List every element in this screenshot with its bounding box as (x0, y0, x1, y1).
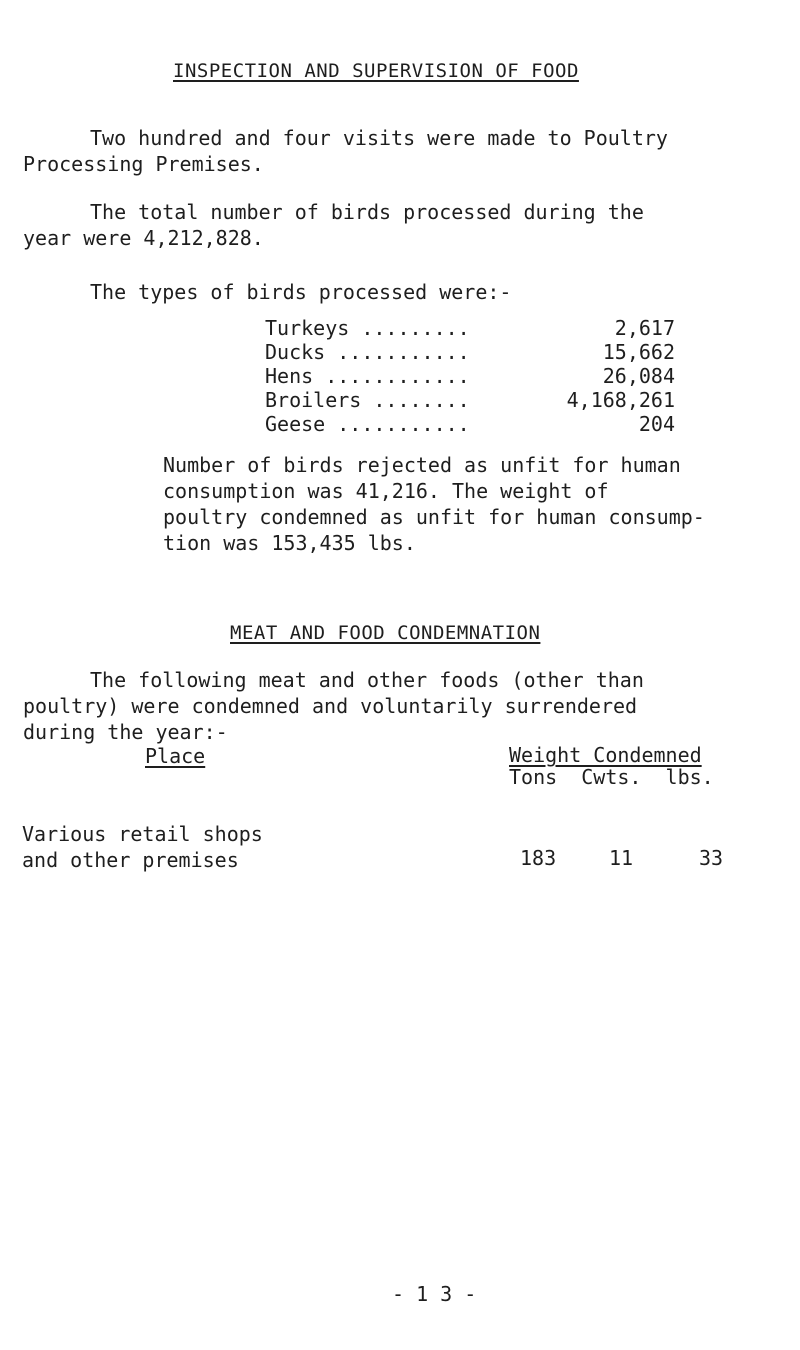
list-item (265, 412, 675, 436)
cell-tons: 183 (520, 846, 557, 870)
list-item (265, 316, 675, 340)
paragraph-line: The following meat and other foods (other than (90, 668, 644, 692)
heading-inspection: INSPECTION AND SUPERVISION OF FOOD (173, 60, 579, 82)
page-number: - 1 3 - (392, 1282, 477, 1306)
bird-count: 15,662 (602, 340, 675, 364)
bird-type: Ducks ........... (265, 340, 470, 364)
list-item (265, 388, 675, 412)
paragraph-line: poultry condemned as unfit for human consump- (163, 505, 705, 529)
bird-type: Hens ............ (265, 364, 470, 388)
table-row-place (22, 821, 263, 873)
paragraph-condemned-foods (23, 667, 644, 745)
place-line: Various retail shops (22, 822, 263, 846)
bird-count: 204 (638, 412, 675, 436)
heading-condemnation: MEAT AND FOOD CONDEMNATION (230, 622, 541, 644)
paragraph-total-birds (23, 199, 644, 251)
place-line: and other premises (22, 848, 239, 872)
paragraph-rejected (163, 452, 705, 556)
paragraph-line: Two hundred and four visits were made to Poultry (90, 126, 668, 150)
column-header-weight: Weight Condemned (509, 743, 702, 767)
paragraph-line: Processing Premises. (23, 152, 264, 176)
bird-type: Geese ........... (265, 412, 470, 436)
list-item (265, 340, 675, 364)
paragraph-line: consumption was 41,216. The weight of (163, 479, 609, 503)
paragraph-line: during the year:- (23, 720, 228, 744)
paragraph-types-intro: The types of birds processed were:- (90, 280, 512, 304)
paragraph-line: tion was 153,435 lbs. (163, 531, 416, 555)
bird-type: Broilers ........ (265, 388, 470, 412)
paragraph-visits (23, 125, 668, 177)
bird-count: 4,168,261 (566, 388, 675, 412)
bird-type: Turkeys ......... (265, 316, 470, 340)
list-item (265, 364, 675, 388)
bird-count: 26,084 (602, 364, 675, 388)
paragraph-line: Number of birds rejected as unfit for human (163, 453, 681, 477)
paragraph-line: The total number of birds processed during the (90, 200, 644, 224)
column-header-place: Place (145, 744, 206, 768)
paragraph-line: year were 4,212,828. (23, 226, 264, 250)
paragraph-line: poultry) were condemned and voluntarily surrendered (23, 694, 638, 718)
bird-count: 2,617 (614, 316, 675, 340)
column-header-units: Tons Cwts. lbs. (509, 765, 714, 789)
cell-cwts: 11 (609, 846, 634, 870)
cell-lbs: 33 (699, 846, 724, 870)
